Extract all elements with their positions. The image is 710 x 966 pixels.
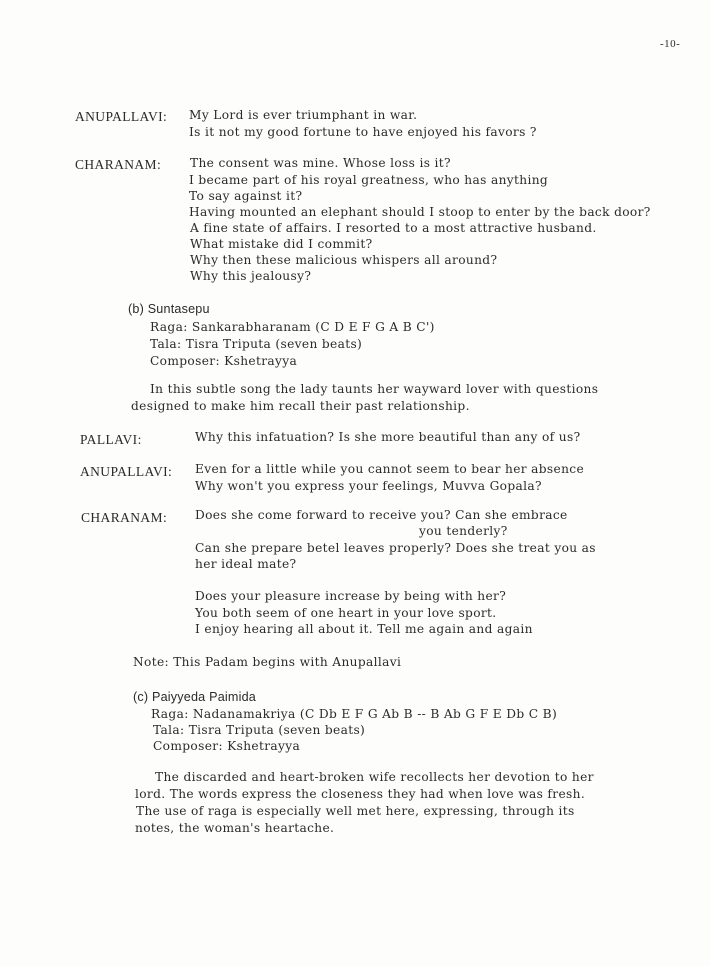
verse-line: Why then these malicious whispers all around? [190, 253, 498, 267]
raga-line: Raga: Nadanamakriya (C Db E F G Ab B -- B Ab G F E Db C B) [151, 707, 558, 721]
verse-line: Even for a little while you cannot seem to bear her absence [195, 462, 585, 476]
paragraph-line: The use of raga is especially well met here, expressing, through its [136, 804, 575, 818]
paragraph-line: notes, the woman's heartache. [135, 821, 335, 835]
verse-line: Why this infatuation? Is she more beautiful than any of us? [195, 430, 581, 444]
paragraph-line: lord. The words express the closeness they had when love was fresh. [135, 787, 586, 801]
raga-line: Raga: Sankarabharanam (C D E F G A B C') [150, 320, 435, 334]
note-line: Note: This Padam begins with Anupallavi [133, 655, 402, 669]
verse-line: To say against it? [189, 189, 303, 203]
verse-line: A fine state of affairs. I resorted to a most attractive husband. [190, 221, 597, 235]
paragraph-line: The discarded and heart-broken wife recollects her devotion to her [155, 770, 594, 784]
charanam-label: CHARANAM: [75, 157, 162, 172]
verse-line: Can she prepare betel leaves properly? Does she treat you as [195, 541, 596, 555]
pallavi-label: PALLAVI: [80, 432, 142, 447]
verse-line: Why this jealousy? [190, 269, 312, 283]
tala-line: Tala: Tisra Triputa (seven beats) [150, 337, 363, 351]
verse-line: Having mounted an elephant should I stoop to enter by the back door? [189, 205, 651, 219]
page-number: -10- [660, 38, 681, 50]
verse-line: I enjoy hearing all about it. Tell me again and again [195, 622, 533, 636]
anupallavi-label: ANUPALLAVI: [75, 109, 168, 124]
verse-line: Does your pleasure increase by being with her? [195, 589, 507, 603]
song-title: (c) Paiyyeda Paimida [133, 690, 256, 704]
verse-line: My Lord is ever triumphant in war. [189, 108, 418, 122]
tala-line: Tala: Tisra Triputa (seven beats) [153, 723, 366, 737]
song-title: (b) Suntasepu [128, 302, 210, 316]
verse-line: What mistake did I commit? [190, 237, 373, 251]
composer-line: Composer: Kshetrayya [150, 354, 298, 368]
composer-line: Composer: Kshetrayya [153, 739, 301, 753]
verse-line: Why won't you express your feelings, Muvva Gopala? [195, 479, 542, 493]
charanam-label: CHARANAM: [81, 510, 168, 525]
verse-line: her ideal mate? [195, 557, 297, 571]
paragraph-line: designed to make him recall their past relationship. [131, 399, 470, 413]
verse-line: Does she come forward to receive you? Can she embrace [195, 508, 568, 522]
paragraph-line: In this subtle song the lady taunts her wayward lover with questions [150, 382, 599, 396]
verse-line: I became part of his royal greatness, who has anything [189, 173, 549, 187]
verse-line: you tenderly? [419, 524, 508, 538]
verse-line: You both seem of one heart in your love sport. [195, 606, 497, 620]
verse-line: Is it not my good fortune to have enjoyed his favors ? [189, 125, 537, 139]
verse-line: The consent was mine. Whose loss is it? [190, 156, 451, 170]
anupallavi-label: ANUPALLAVI: [80, 464, 173, 479]
